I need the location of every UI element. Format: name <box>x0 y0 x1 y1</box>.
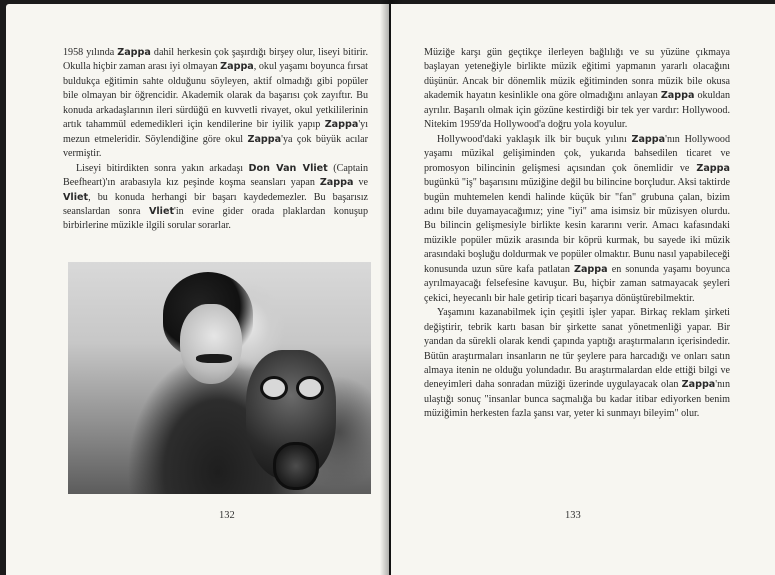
paragraph <box>63 46 368 162</box>
right-page <box>391 4 775 575</box>
bold-name: Zappa <box>660 90 695 102</box>
left-page-text <box>63 46 368 234</box>
photo-mustache <box>196 354 232 363</box>
bold-name: Vliet <box>148 205 175 217</box>
text-run: bugünkü "iş" başarısını müziğine değil bu bilincine borçludur. Aksi taktirde bugün muhtemelen kendi halinde küçük bir "fan" grubuna çalan, bizim adını bile duyamayacağımız; yine "iyi" ama isimsiz bir müzisyen olurdu. Bu bilincin gelişmesiyle birlikte kesin kararını verir. Amacı kafasındaki müzikle popüler müzik arasında bir köprü kurmak, bu sayede iki müzik arasındaki boşluğu doldurmak ve popüler olmaktır. Bunu nasıl yapabileceği konusunda uzun süre kafa patlatan <box>424 177 730 275</box>
text-run: 'ya çok büyük acılar vermiştir. <box>63 133 368 160</box>
right-page-number: 133 <box>565 510 581 521</box>
gas-mask-eye-right <box>296 376 324 400</box>
left-page-number: 132 <box>219 510 235 521</box>
bold-name: Zappa <box>696 162 730 174</box>
text-run: Yaşamını kazanabilmek için çeşitli işler yapar. Birkaç reklam şirketi değiştirir, tebrik kartı basan bir şirkette sanat yönetmenliği yapar. Bir yandan da sürekli olarak kendi çapında yaptığı araştırmaların içerisindedir. Bütün araştırmaları insanların ne tür şeylere para harcadığı ve onları satın almaya itenin ne olduğu yolundadır. Bu araştırmalardan elde ettiği bilgi ve deneyimleri daha sonradan müziği üzerinde uygulayacak olan <box>424 307 730 391</box>
gas-mask-eye-left <box>260 376 288 400</box>
left-page <box>6 4 389 575</box>
bold-name: Zappa <box>631 133 666 145</box>
text-run: okuldan ayrılır. Başarılı olmak için gözüne kestirdiği bir tek yer vardır: Hollywood. Nitekim 1959'da Hollywood'a doğru yola koyulur. <box>424 90 730 131</box>
bold-name: Don Van Vliet <box>248 162 328 174</box>
paragraph <box>63 162 368 234</box>
text-run: ve <box>353 177 368 189</box>
text-run: (Captain Beefheart)'ın arabasıyla kız peşinde koşma seansları yapan <box>63 162 368 189</box>
text-run: dahil herkesin çok şaşırdığı birşey olur, liseyi bitirir. Okulla hiçbir zaman arası iyi olmayan <box>63 47 368 73</box>
zappa-photo <box>68 262 371 494</box>
bold-name: Vliet <box>63 191 89 203</box>
paragraph <box>424 306 730 422</box>
text-run: 'nın ulaştığı sonuç "insanlar bunca saçmalığa bu kadar itibar ediyorken benim müziğimin herkesten fazla şansı var, yeter ki sunmayı bileyim" olur. <box>424 379 730 420</box>
photo-face <box>180 304 242 384</box>
text-run: 'nın Hollywood yaşamı müzikal gelişiminden çok, yukarıda bahsedilen ticaret ve promosyon bilincinin gelişmesi açısından çok önemlidir ve <box>424 133 730 174</box>
bold-name: Zappa <box>681 379 716 391</box>
bold-name: Zappa <box>319 177 354 189</box>
paragraph <box>424 46 730 133</box>
bold-name: Zappa <box>324 119 359 131</box>
text-run: , bu konuda herhangi bir başarı kaydedemezler. Bu başarısız seanslardan sonra <box>63 191 368 217</box>
text-run: , okul yaşamı boyunca fırsat buldukça eğitimin sahte olduğunu söyleyen, aktif olmadığı gibi popüler bile olmayan bir öğrencidir. Akademik olarak da başarısı çok zayıftır. Bu konuda arkadaşlarının ileri sürdüğü en kuvvetli rivayet, okul yetkililerinin artık tahammül edemedikleri için kendilerine bir iyilik yapıp <box>63 61 368 131</box>
bold-name: Zappa <box>117 47 151 58</box>
text-run: 'yı mezun etmeleridir. Söylendiğine göre okul <box>63 119 368 145</box>
paragraph <box>424 133 730 306</box>
text-run: 1958 yılında <box>63 47 118 58</box>
text-run: Liseyi bitirdikten sonra yakın arkadaşı <box>76 162 249 174</box>
bold-name: Zappa <box>220 61 254 73</box>
text-run: 'in evine gider orada plaklardan konuşup birbirlerine müzikle ilgili sorular sorarlar. <box>63 205 368 232</box>
text-run: Müziğe karşı gün geçtikçe ilerleyen bağlılığı ve su yüzüne çıkmaya başlayan yeteneğiyle birlikte müzik eğitimi yapmanın yararlı olacağını düşünür. Ancak bir dönemlik müzik eğitiminden sonra müzik bile okusa akademik hayatın kesinlikle ona göre olmadığını anlayan <box>424 47 730 102</box>
text-run: en sonunda yaşamı boyunca ayrılmayacağı felsefesine kavuşur. Bu, hiçbir zaman satmayacak şeyleri çekici, heyecanlı bir hale getirip ticari başarıya dönüştürebilmektir. <box>424 263 730 304</box>
text-run: Hollywood'daki yaklaşık ilk bir buçuk yılını <box>437 133 632 145</box>
right-page-text <box>424 46 730 422</box>
bold-name: Zappa <box>247 133 282 145</box>
bold-name: Zappa <box>574 263 608 275</box>
gas-mask-filter <box>273 442 319 490</box>
